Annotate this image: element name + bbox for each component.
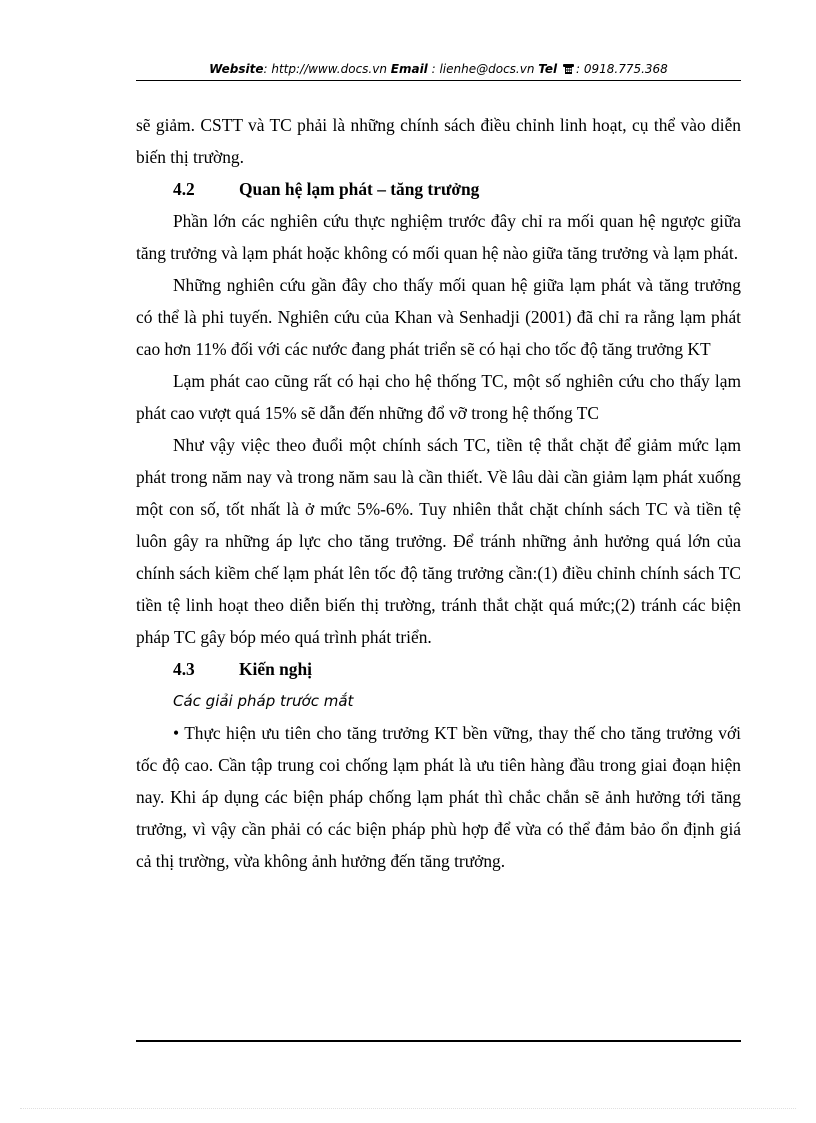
document-body [136, 109, 741, 877]
paragraph-financial-system: Lạm phát cao cũng rất có hại cho hệ thống TC, một số nghiên cứu cho thấy lạm phát cao vượt quá 15% sẽ dẫn đến những đổ vỡ trong hệ thống TC [136, 371, 741, 423]
subheading-immediate-solutions: Các giải pháp trước mắt [173, 692, 354, 710]
page-bottom-border [20, 1108, 796, 1109]
bullet-icon: • [173, 723, 180, 743]
telephone-icon [562, 61, 575, 81]
section-number: 4.3 [173, 659, 195, 679]
tel-value: : 0918.775.368 [575, 62, 668, 76]
email-label: Email [390, 62, 428, 76]
website-value[interactable]: : http://www.docs.vn [263, 62, 391, 76]
tel-label: Tel [538, 62, 558, 76]
section-title: Kiến nghị [239, 659, 312, 679]
paragraph-nonlinear: Những nghiên cứu gần đây cho thấy mối quan hệ giữa lạm phát và tăng trưởng có thể là phi tuyến. Nghiên cứu của Khan và Senhadji (2001) đã chỉ ra rằng lạm phát cao hơn 11% đối với các nước đang phát triển sẽ có hại cho tốc độ tăng trưởng KT [136, 275, 741, 359]
section-heading-4-2 [136, 173, 741, 205]
website-label: Website [209, 62, 264, 76]
section-heading-4-3 [136, 653, 741, 685]
bullet-text: Thực hiện ưu tiên cho tăng trưởng KT bền vững, thay thế cho tăng trưởng với tốc độ cao. Cần tập trung coi chống lạm phát là ưu tiên hàng đầu trong giai đoạn hiện nay. Khi áp dụng các biện pháp chống lạm phát thì chắc chắn sẽ ảnh hưởng tới tăng trưởng, vì vậy cần phải có các biện pháp phù hợp để vừa có thể đảm bảo ổn định giá cả thị trường, vừa không ảnh hưởng đến tăng trưởng. [136, 723, 741, 871]
section-number: 4.2 [173, 179, 195, 199]
section-title: Quan hệ lạm phát – tăng trưởng [239, 179, 480, 199]
paragraph-policy: Như vậy việc theo đuổi một chính sách TC, tiền tệ thắt chặt để giảm mức lạm phát trong năm nay và trong năm sau là cần thiết. Về lâu dài cần giảm lạm phát xuống một con số, tốt nhất là ở mức 5%-6%. Tuy nhiên thắt chặt chính sách TC và tiền tệ luôn gây ra những áp lực cho tăng trưởng. Để tránh những ảnh hưởng quá lớn của chính sách kiềm chế lạm phát lên tốc độ tăng trưởng cần:(1) điều chỉnh chính sách TC tiền tệ linh hoạt theo diễn biến thị trường, tránh thắt chặt quá mức;(2) tránh các biện pháp TC gây bóp méo quá trình phát triển. [136, 435, 741, 647]
header-divider [136, 80, 741, 81]
footer-divider [136, 1040, 741, 1042]
bullet-paragraph [136, 717, 741, 877]
email-value[interactable]: : lienhe@docs.vn [427, 62, 539, 76]
paragraph-intro: sẽ giảm. CSTT và TC phải là những chính sách điều chỉnh linh hoạt, cụ thể vào diễn biến thị trường. [136, 115, 741, 167]
paragraph-research: Phần lớn các nghiên cứu thực nghiệm trước đây chỉ ra mối quan hệ ngược giữa tăng trưởng và lạm phát hoặc không có mối quan hệ nào giữa tăng trưởng và lạm phát. [136, 211, 741, 263]
page-header [136, 59, 741, 81]
